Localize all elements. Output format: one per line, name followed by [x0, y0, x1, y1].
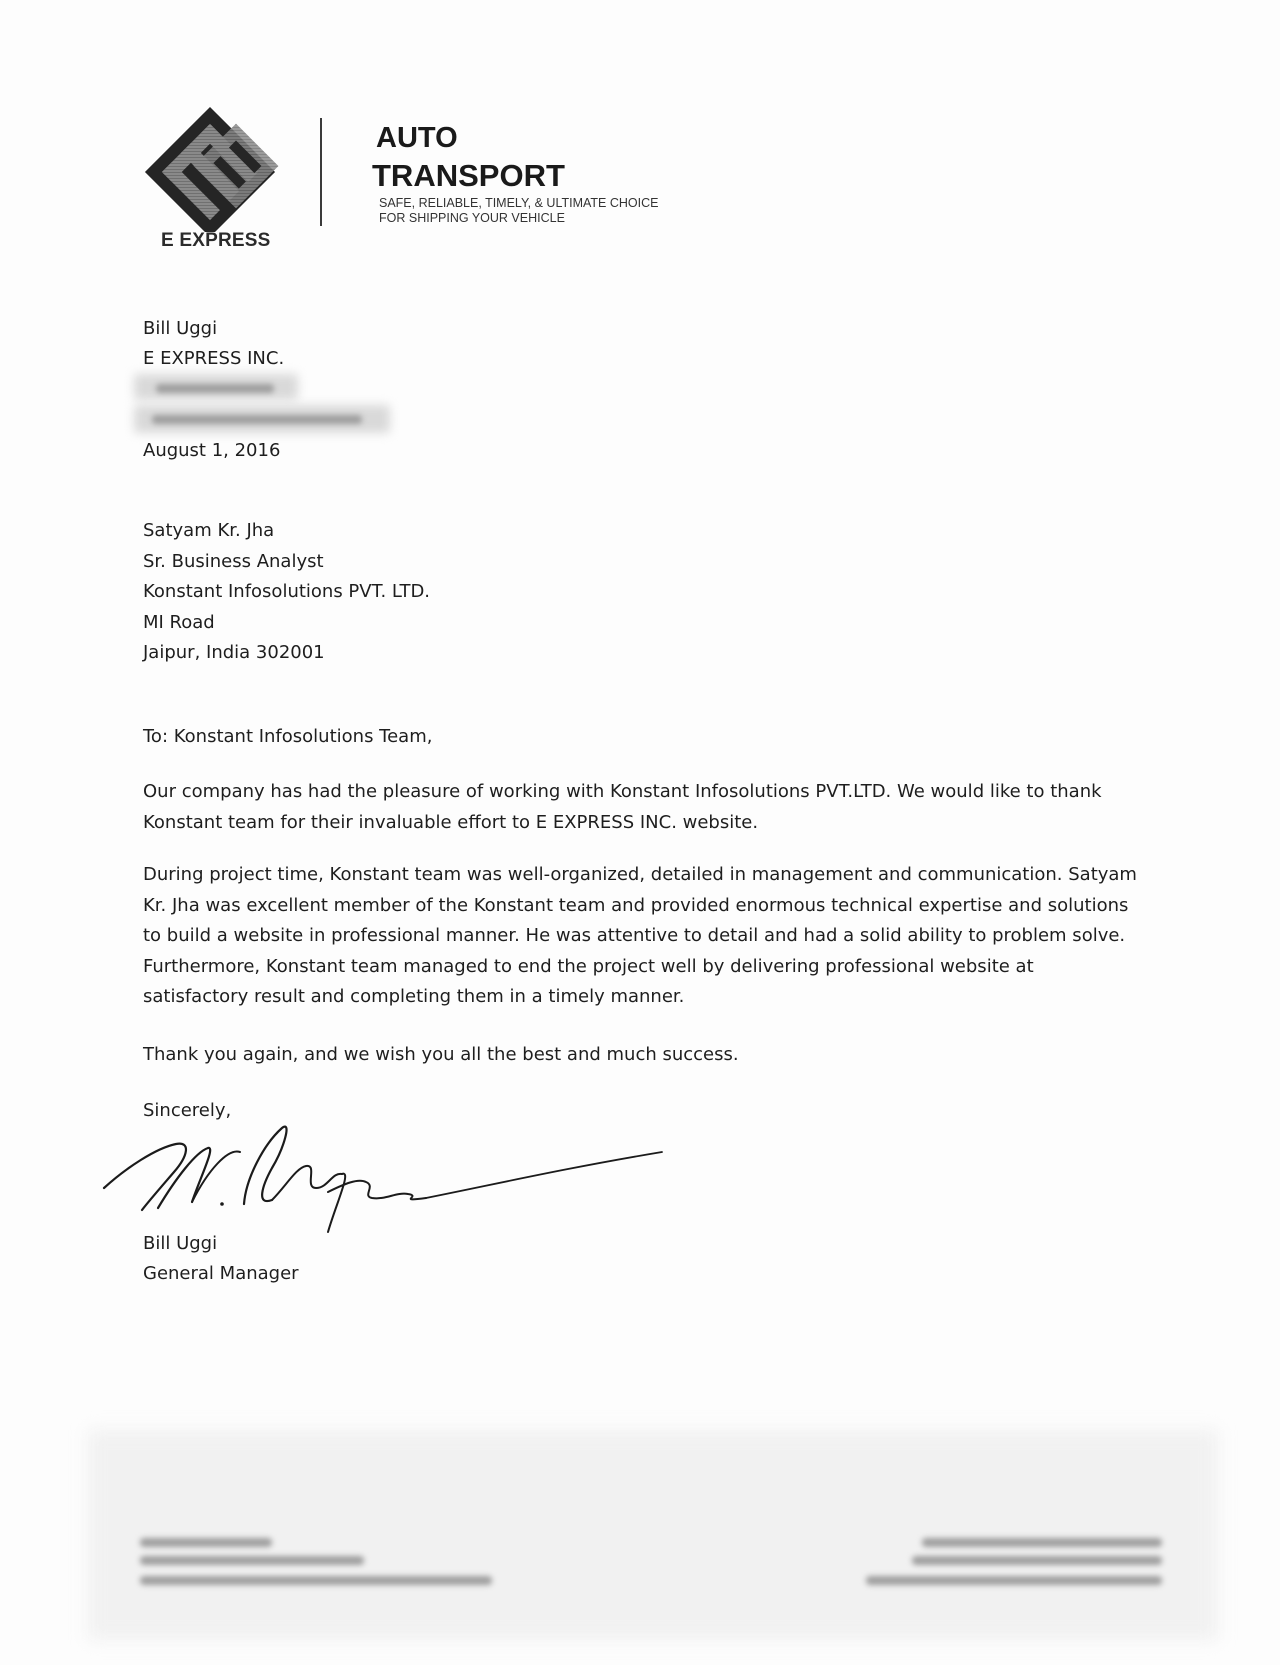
paragraph-2	[143, 860, 1183, 1013]
recipient-company: Konstant Infosolutions PVT. LTD.	[143, 581, 431, 602]
paragraph-1-line: Konstant team for their invaluable effort to E EXPRESS INC. website.	[143, 811, 759, 833]
recipient-address-block	[143, 516, 430, 669]
brand-tagline	[379, 196, 658, 226]
tagline-line1: SAFE, RELIABLE, TIMELY, & ULTIMATE CHOICE	[379, 196, 659, 210]
brand-title-line2: TRANSPORT	[372, 158, 565, 193]
recipient-name: Satyam Kr. Jha	[143, 520, 275, 541]
tagline-line2: FOR SHIPPING YOUR VEHICLE	[379, 211, 565, 225]
handwritten-signature	[96, 1108, 676, 1248]
paragraph-2-line: to build a website in professional manner. He was attentive to detail and had a solid ability to problem solve.	[143, 925, 1126, 946]
paragraph-2-line: satisfactory result and completing them in a timely manner.	[143, 986, 685, 1007]
paragraph-1	[143, 777, 1183, 838]
signatory-name: Bill Uggi	[143, 1233, 218, 1254]
paragraph-2-line: Kr. Jha was excellent member of the Konstant team and provided enormous technical expertise and solutions	[143, 894, 1129, 916]
letter-date: August 1, 2016	[143, 440, 281, 461]
e-express-logo-icon	[144, 106, 286, 232]
recipient-city: Jaipur, India 302001	[143, 642, 325, 663]
letterhead-divider	[320, 118, 322, 226]
recipient-street: MI Road	[143, 611, 215, 633]
sign-off: Sincerely,	[143, 1100, 232, 1121]
company-logo-caption: E EXPRESS	[161, 230, 271, 251]
salutation: To: Konstant Infosolutions Team,	[143, 726, 433, 747]
paragraph-2-line: Furthermore, Konstant team managed to end the project well by delivering professional website at	[143, 955, 1034, 977]
signatory-title: General Manager	[143, 1263, 299, 1284]
sender-company: E EXPRESS INC.	[143, 348, 285, 369]
paragraph-1-line: Our company has had the pleasure of working with Konstant Infosolutions PVT.LTD. We would like to thank	[143, 781, 1102, 802]
recipient-title: Sr. Business Analyst	[143, 550, 324, 572]
sender-name: Bill Uggi	[143, 318, 218, 339]
closing-line: Thank you again, and we wish you all the best and much success.	[143, 1044, 739, 1065]
brand-title-line1: AUTO	[376, 122, 458, 154]
paragraph-2-line: During project time, Konstant team was well-organized, detailed in management and communication. Satyam	[143, 864, 1137, 885]
